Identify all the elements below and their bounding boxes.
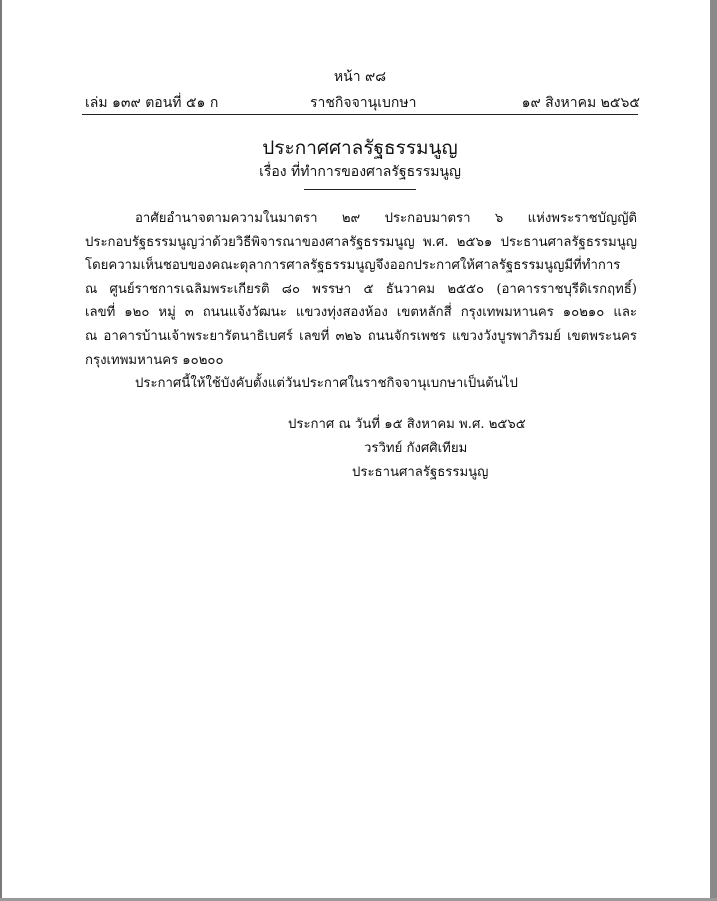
page-number: หน้า ๙๘ — [333, 69, 387, 85]
body-line: ณ ศูนย์ราชการเฉลิมพระเกียรติ ๘๐ พรรษา ๕ ธันวาคม ๒๕๕๐ (อาคารราชบุรีดิเรกฤทธิ์) — [85, 281, 637, 297]
volume-issue: เล่ม ๑๓๙ ตอนที่ ๕๑ ก — [85, 95, 219, 111]
header-rule — [82, 114, 638, 115]
announcement-subject: เรื่อง ที่ทำการของศาลรัฐธรรมนูญ — [259, 164, 461, 180]
signatory-name: วรวิทย์ กังศศิเทียม — [364, 441, 468, 456]
effective-clause: ประกาศนี้ให้ใช้บังคับตั้งแต่วันประกาศในราชกิจจานุเบกษาเป็นต้นไป — [135, 376, 518, 392]
page-border-right — [710, 0, 717, 901]
publication-name: ราชกิจจานุเบกษา — [310, 95, 417, 111]
publication-date: ๑๙ สิงหาคม ๒๕๖๕ — [521, 95, 640, 111]
body-line: ประกอบรัฐธรรมนูญว่าด้วยวิธีพิจารณาของศาลรัฐธรรมนูญ พ.ศ. ๒๕๖๑ ประธานศาลรัฐธรรมนูญ — [85, 234, 637, 250]
body-line: อาศัยอำนาจตามความในมาตรา ๒๙ ประกอบมาตรา ๖ แห่งพระราชบัญญัติ — [135, 211, 637, 226]
signatory-position: ประธานศาลรัฐธรรมนูญ — [352, 465, 489, 480]
announcement-title: ประกาศศาลรัฐธรรมนูญ — [262, 137, 458, 159]
page-border-left — [0, 0, 2, 901]
body-line: กรุงเทพมหานคร ๑๐๒๐๐ — [85, 352, 224, 368]
title-divider — [304, 189, 416, 190]
announcement-body — [85, 207, 637, 396]
body-line: เลขที่ ๑๒๐ หมู่ ๓ ถนนแจ้งวัฒนะ แขวงทุ่งสองห้อง เขตหลักสี่ กรุงเทพมหานคร ๑๐๒๑๐ และ — [85, 305, 637, 321]
body-line: โดยความเห็นชอบของคณะตุลาการศาลรัฐธรรมนูญจึงออกประกาศให้ศาลรัฐธรรมนูญมีที่ทำการ — [85, 258, 621, 274]
announcement-date: ประกาศ ณ วันที่ ๑๕ สิงหาคม พ.ศ. ๒๕๖๕ — [288, 417, 526, 432]
body-line: ณ อาคารบ้านเจ้าพระยารัตนาธิเบศร์ เลขที่ ๓๒๖ ถนนจักรเพชร แขวงวังบูรพาภิรมย์ เขตพระนคร — [85, 328, 637, 344]
